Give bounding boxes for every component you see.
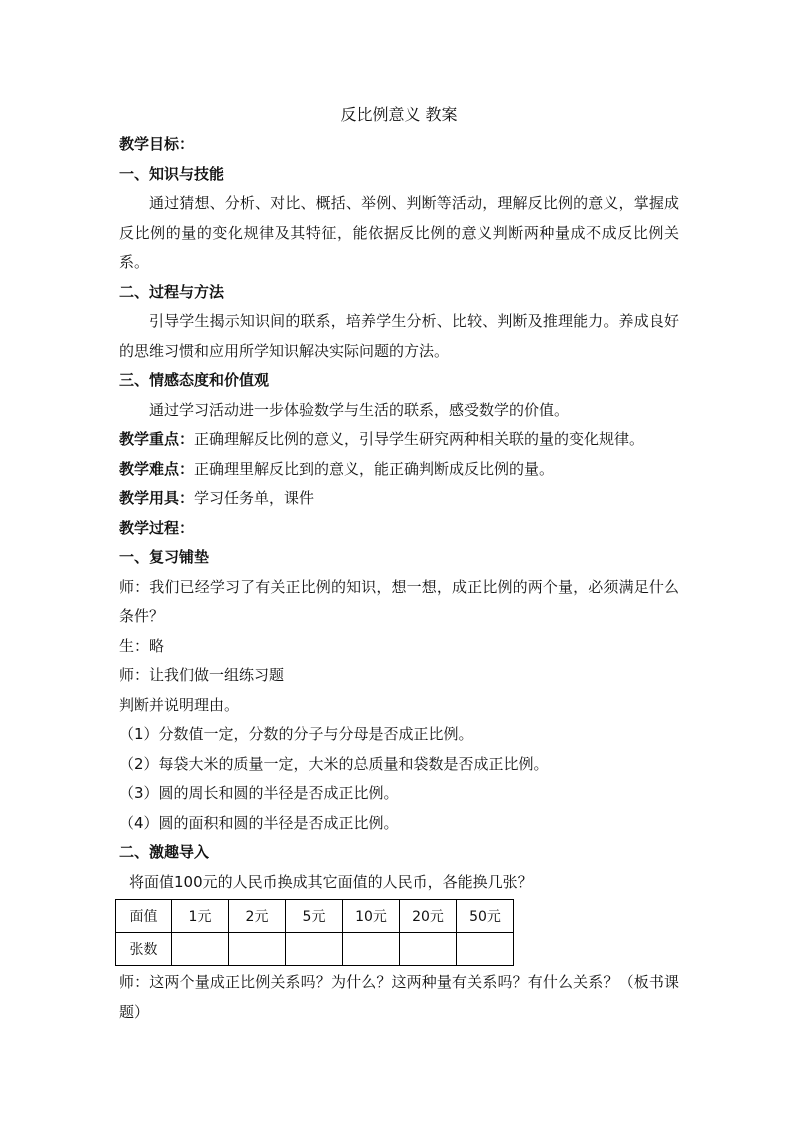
table-row	[116, 900, 514, 933]
review-student-answer: 生：略	[119, 636, 165, 655]
review-instruction: 判断并说明理由。	[119, 695, 240, 714]
table-cell: 5元	[286, 900, 343, 933]
review-teacher-question: 师：我们已经学习了有关正比例的知识，想一想，成正比例的两个量，必须满足什么条件？	[119, 577, 679, 625]
process-text: 引导学生揭示知识间的联系，培养学生分析、比较、判断及推理能力。养成良好的思维习惯和应用所学知识解决实际问题的方法。	[119, 312, 679, 360]
intro-heading: 二、激趣导入	[119, 843, 210, 861]
lesson-plan-page	[119, 100, 679, 1027]
exercise-item: （3）圆的周长和圆的半径是否成正比例。	[119, 784, 399, 802]
intro-question: 将面值100元的人民币换成其它面值的人民币，各能换几张？	[129, 872, 533, 891]
table-cell: 20元	[400, 900, 457, 933]
knowledge-heading: 一、知识与技能	[119, 164, 225, 183]
review-heading: 一、复习铺垫	[119, 548, 210, 566]
table-cell	[172, 933, 229, 966]
page-title: 反比例意义 教案	[340, 105, 458, 124]
exercise-item: （4）圆的面积和圆的半径是否成正比例。	[119, 813, 399, 832]
key-point	[119, 425, 679, 455]
process-heading: 二、过程与方法	[119, 282, 225, 301]
key-point-text: 正确理解反比例的意义，引导学生研究两种相关联的量的变化规律。	[194, 430, 645, 448]
tools	[119, 484, 679, 514]
procedure-heading: 教学过程：	[119, 518, 195, 537]
table-cell: 10元	[343, 900, 400, 933]
table-cell: 1元	[172, 900, 229, 933]
denomination-table	[115, 899, 514, 966]
exercise-item: （2）每袋大米的质量一定，大米的总质量和袋数是否成正比例。	[119, 754, 549, 773]
review-teacher-exercise: 师：让我们做一组练习题	[119, 666, 285, 684]
exercise-item: （1）分数值一定，分数的分子与分母是否成正比例。	[119, 725, 474, 743]
key-point-label: 教学重点：	[119, 430, 195, 448]
attitude-heading: 三、情感态度和价值观	[119, 371, 270, 389]
attitude-text: 通过学习活动进一步体验数学与生活的联系，感受数学的价值。	[149, 400, 570, 419]
tools-label: 教学用具：	[119, 489, 195, 507]
table-cell	[286, 933, 343, 966]
table-cell: 50元	[457, 900, 514, 933]
table-cell	[457, 933, 514, 966]
difficulty	[119, 455, 679, 485]
difficulty-text: 正确理里解反比到的意义，能正确判断成反比例的量。	[194, 459, 555, 478]
difficulty-label: 教学难点：	[119, 459, 195, 478]
table-cell	[229, 933, 286, 966]
table-cell: 面值	[116, 900, 172, 933]
knowledge-text: 通过猜想、分析、对比、概括、举例、判断等活动，理解反比例的意义，掌握成反比例的量的变化规律及其特征，能依据反比例的意义判断两种量成不成反比例关系。	[119, 194, 679, 271]
tools-text: 学习任务单，课件	[194, 489, 315, 507]
table-row	[116, 933, 514, 966]
objectives-heading: 教学目标：	[119, 135, 195, 153]
table-cell: 2元	[229, 900, 286, 933]
table-cell: 张数	[116, 933, 172, 966]
intro-teacher-question: 师：这两个量成正比例关系吗？为什么？这两种量有关系吗？有什么关系？（板书课题）	[119, 973, 679, 1021]
table-cell	[343, 933, 400, 966]
table-cell	[400, 933, 457, 966]
